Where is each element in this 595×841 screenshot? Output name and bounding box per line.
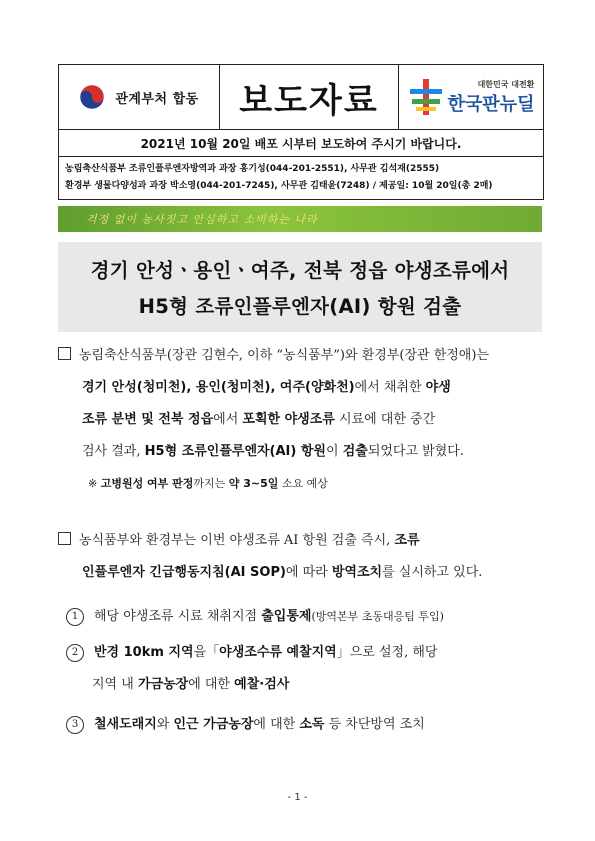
logo-subtitle: 대한민국 대전환: [477, 79, 535, 89]
embargo-notice: 2021년 10월 20일 배포 시부터 보도하여 주시기 바랍니다.: [59, 130, 543, 157]
item2-h: 예찰·검사: [234, 677, 290, 692]
p1-note: [58, 468, 542, 500]
item3-e: 소독: [299, 717, 325, 732]
p1-l3c: 포획한 야생조류: [242, 412, 335, 427]
p1-l3d: 시료에 대한 중간: [334, 412, 436, 427]
press-header-table: [58, 64, 544, 200]
p2-l1b: 조류: [394, 533, 420, 548]
list-item: [58, 598, 542, 636]
p1-l4a: 검사 결과,: [82, 444, 145, 459]
paragraph-1: [58, 340, 542, 500]
new-deal-logo: [399, 65, 543, 129]
list-item: [58, 706, 542, 744]
item-number: 2: [66, 644, 84, 662]
note-c: 약 3~5일: [228, 477, 279, 490]
item1-b: 출입통제: [261, 609, 312, 624]
contact-info: [59, 157, 543, 199]
item2-d: 」으로 설정, 해당: [336, 645, 438, 660]
p1-l4b: H5형 조류인플루엔자(AI) 항원: [144, 444, 326, 459]
item2-b: 을「: [193, 645, 220, 660]
contact-line-1: 농림축산식품부 조류인플루엔자방역과 과장 홍기성(044-201-2551), 사무관 김석재(2555): [65, 164, 440, 174]
item2-g: 에 대한: [188, 677, 235, 692]
headline-box: [58, 242, 542, 332]
note-a: 고병원성 여부 판정: [100, 477, 194, 490]
item3-c: 인근 가금농장: [173, 717, 254, 732]
item2-f: 가금농장: [137, 677, 189, 692]
item-number: 3: [66, 716, 84, 734]
logo-title: 한국판뉴딜: [447, 93, 535, 115]
checkbox-bullet-icon: [58, 532, 71, 545]
korea-government-emblem-icon: [79, 84, 105, 110]
item-number: 1: [66, 608, 84, 626]
p1-line-1: 농림축산식품부(장관 김현수, 이하 “농식품부”)와 환경부(장관 한정애)는: [79, 348, 489, 363]
numbered-list: [58, 598, 542, 744]
headline-line-1: 경기 안성ㆍ용인ㆍ여주, 전북 정읍 야생조류에서: [90, 259, 510, 282]
p1-l2c: 야생: [425, 380, 451, 395]
page-number: - 1 -: [287, 792, 308, 803]
press-title: 보도자료: [239, 80, 379, 121]
item2-a: 반경 10km 지역: [94, 645, 194, 660]
item3-d: 에 대한: [253, 717, 300, 732]
p1-l4e: 되었다고 밝혔다.: [367, 444, 464, 459]
p2-l1a: 농식품부와 환경부는 이번 야생조류 AI 항원 검출 즉시,: [79, 533, 395, 548]
note-d: 소요 예상: [278, 477, 328, 490]
list-item-continuation: [58, 670, 542, 706]
p1-l4c: 이: [325, 444, 343, 459]
slogan-text: 걱정 없이 농사짓고 안심하고 소비하는 나라: [86, 213, 318, 226]
item2-e: 지역 내: [92, 677, 138, 692]
checkbox-bullet-icon: [58, 347, 71, 360]
item1-a: 해당 야생조류 시료 채취지점: [94, 609, 262, 624]
paragraph-2: [58, 525, 542, 589]
p1-l3a: 조류 분변 및 전북 정읍: [82, 412, 214, 427]
p2-l2a: 인플루엔자 긴급행동지침(AI SOP): [82, 565, 286, 580]
p1-l4d: 검출: [342, 444, 368, 459]
note-mark: ※: [88, 477, 98, 490]
headline-line-2: H5형 조류인플루엔자(AI) 항원 검출: [138, 295, 462, 318]
p1-l3b: 에서: [213, 412, 243, 427]
item2-c: 야생조수류 예찰지역: [219, 645, 337, 660]
item3-f: 등 차단방역 조치: [324, 717, 425, 732]
p2-l2b: 에 따라: [285, 565, 332, 580]
p1-l2b: 에서 채취한: [354, 380, 426, 395]
p2-l2d: 를 실시하고 있다.: [382, 565, 483, 580]
ministry-label: 관계부처 합동: [115, 91, 199, 107]
press-title-cell: [220, 65, 399, 129]
note-b: 까지는: [193, 477, 229, 490]
item3-a: 철새도래지: [94, 717, 157, 732]
new-deal-mark-icon: [408, 77, 444, 117]
p1-l2a: 경기 안성(청미천), 용인(청미천), 여주(양화천): [82, 380, 355, 395]
ministry-cell: [59, 65, 220, 129]
item3-b: 와: [156, 717, 174, 732]
slogan-banner: [58, 206, 542, 232]
contact-line-2: 환경부 생물다양성과 과장 박소영(044-201-7245), 사무관 김태윤(7248) / 제공일: 10월 20일(총 2매): [65, 181, 493, 191]
p2-l2c: 방역조치: [331, 565, 383, 580]
item1-c: (방역본부 초동대응팀 투입): [311, 610, 444, 623]
list-item: [58, 636, 542, 670]
